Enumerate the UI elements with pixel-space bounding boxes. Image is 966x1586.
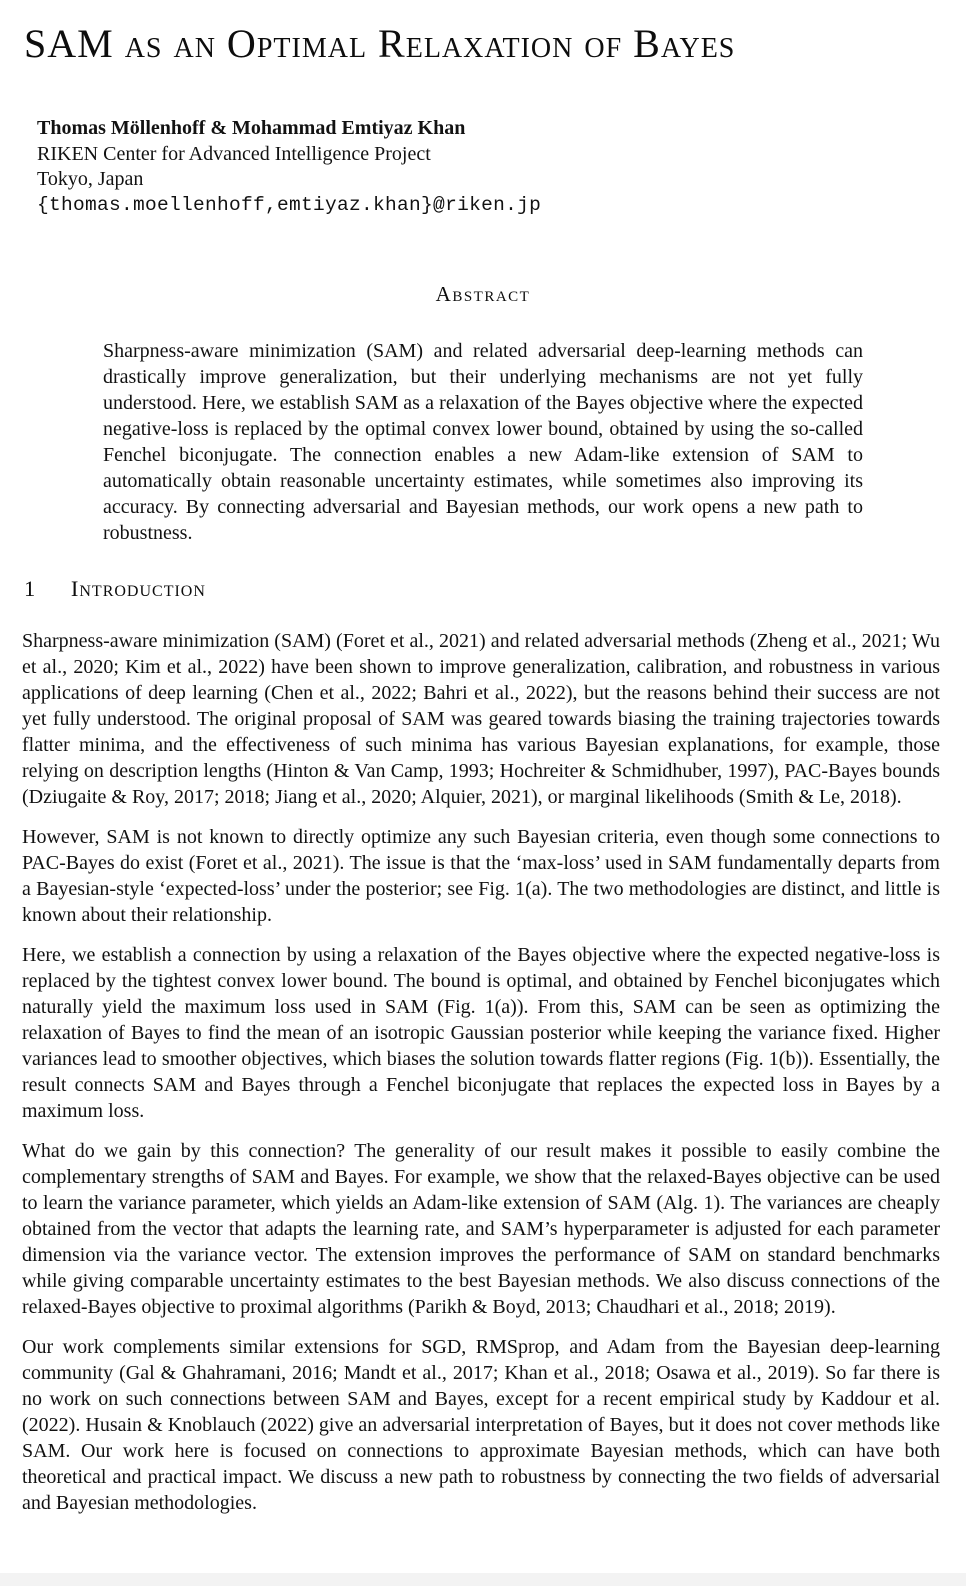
intro-paragraph-4: What do we gain by this connection? The generality of our result makes it possible to easily combine the complementary strengths of SAM and Bayes. For example, we show that the relaxed-Bayes objective can be used to learn the variance parameter, which yields an Adam-like extension of SAM (Alg. 1). The variances are cheaply obtained from the vector that adapts the learning rate, and SAM’s hyperparameter is adjusted for each parameter dimension via the variance vector. The extension improves the performance of SAM on standard benchmarks while giving comparable uncertainty estimates to the best Bayesian methods. We also discuss connections of the relaxed-Bayes objective to proximal algorithms (Parikh & Boyd, 2013; Chaudhari et al., 2018; 2019).	[22, 1140, 940, 1318]
abstract-heading: Abstract	[435, 282, 531, 306]
intro-paragraph-5: Our work complements similar extensions for SGD, RMSprop, and Adam from the Bayesian deep-learning community (Gal & Ghahramani, 2016; Mandt et al., 2017; Khan et al., 2018; Osawa et al., 2019). So far there is no work on such connections between SAM and Bayes, except for a recent empirical study by Kaddour et al. (2022). Husain & Knoblauch (2022) give an adversarial interpretation of Bayes, but it does not cover methods like SAM. Our work here is focused on connections to approximate Bayesian methods, which can have both theoretical and practical impact. We discuss a new path to robustness by connecting the two fields of adversarial and Bayesian methodologies.	[22, 1336, 940, 1514]
email-line: {thomas.moellenhoff,emtiyaz.khan}@riken.jp	[37, 193, 542, 216]
location-line: Tokyo, Japan	[37, 168, 144, 190]
section-number: 1	[24, 576, 36, 601]
author-names: Thomas Möllenhoff & Mohammad Emtiyaz Khan	[37, 117, 466, 139]
section-title: Introduction	[70, 576, 206, 601]
intro-paragraph-2: However, SAM is not known to directly optimize any such Bayesian criteria, even though some connections to PAC-Bayes do exist (Foret et al., 2021). The issue is that the ‘max-loss’ used in SAM fundamentally departs from a Bayesian-style ‘expected-loss’ under the posterior; see Fig. 1(a). The two methodologies are distinct, and little is known about their relationship.	[22, 826, 940, 926]
intro-paragraph-3: Here, we establish a connection by using a relaxation of the Bayes objective where the expected negative-loss is replaced by the tightest convex lower bound. The bound is optimal, and obtained by Fenchel biconjugates which naturally yield the maximum loss used in SAM (Fig. 1(a)). From this, SAM can be seen as optimizing the relaxation of Bayes to find the mean of an isotropic Gaussian posterior while keeping the variance fixed. Higher variances lead to smoother objectives, which biases the solution towards flatter regions (Fig. 1(b)). Essentially, the result connects SAM and Bayes through a Fenchel biconjugate that replaces the expected loss in Bayes by a maximum loss.	[22, 944, 940, 1122]
page-bottom-edge	[0, 1573, 966, 1586]
introduction-section	[22, 628, 940, 1516]
intro-paragraph-1: Sharpness-aware minimization (SAM) (Foret et al., 2021) and related adversarial methods (Zheng et al., 2021; Wu et al., 2020; Kim et al., 2022) have been shown to improve generalization, calibration, and robustness in various applications of deep learning (Chen et al., 2022; Bahri et al., 2022), but the reasons behind their success are not yet fully understood. The original proposal of SAM was geared towards biasing the training trajectories towards flatter minima, and the effectiveness of such minima has various Bayesian explanations, for example, those relying on description lengths (Hinton & Van Camp, 1993; Hochreiter & Schmidhuber, 1997), PAC-Bayes bounds (Dziugaite & Roy, 2017; 2018; Jiang et al., 2020; Alquier, 2021), or marginal likelihoods (Smith & Le, 2018).	[22, 630, 940, 808]
paper-title: SAM as an Optimal Relaxation of Bayes	[24, 21, 736, 66]
section-heading-introduction	[24, 574, 966, 604]
affiliation-line: RIKEN Center for Advanced Intelligence Project	[37, 142, 431, 165]
author-block	[37, 116, 966, 218]
abstract-text: Sharpness-aware minimization (SAM) and related adversarial deep-learning methods can drastically improve generalization, but their underlying mechanisms are not yet fully understood. Here, we establish SAM as a relaxation of the Bayes objective where the expected negative-loss is replaced by the optimal convex lower bound, obtained by using the so-called Fenchel biconjugate. The connection enables a new Adam-like extension of SAM to automatically obtain reasonable uncertainty estimates, while sometimes also improving its accuracy. By connecting adversarial and Bayesian methods, our work opens a new path to robustness.	[103, 340, 863, 544]
